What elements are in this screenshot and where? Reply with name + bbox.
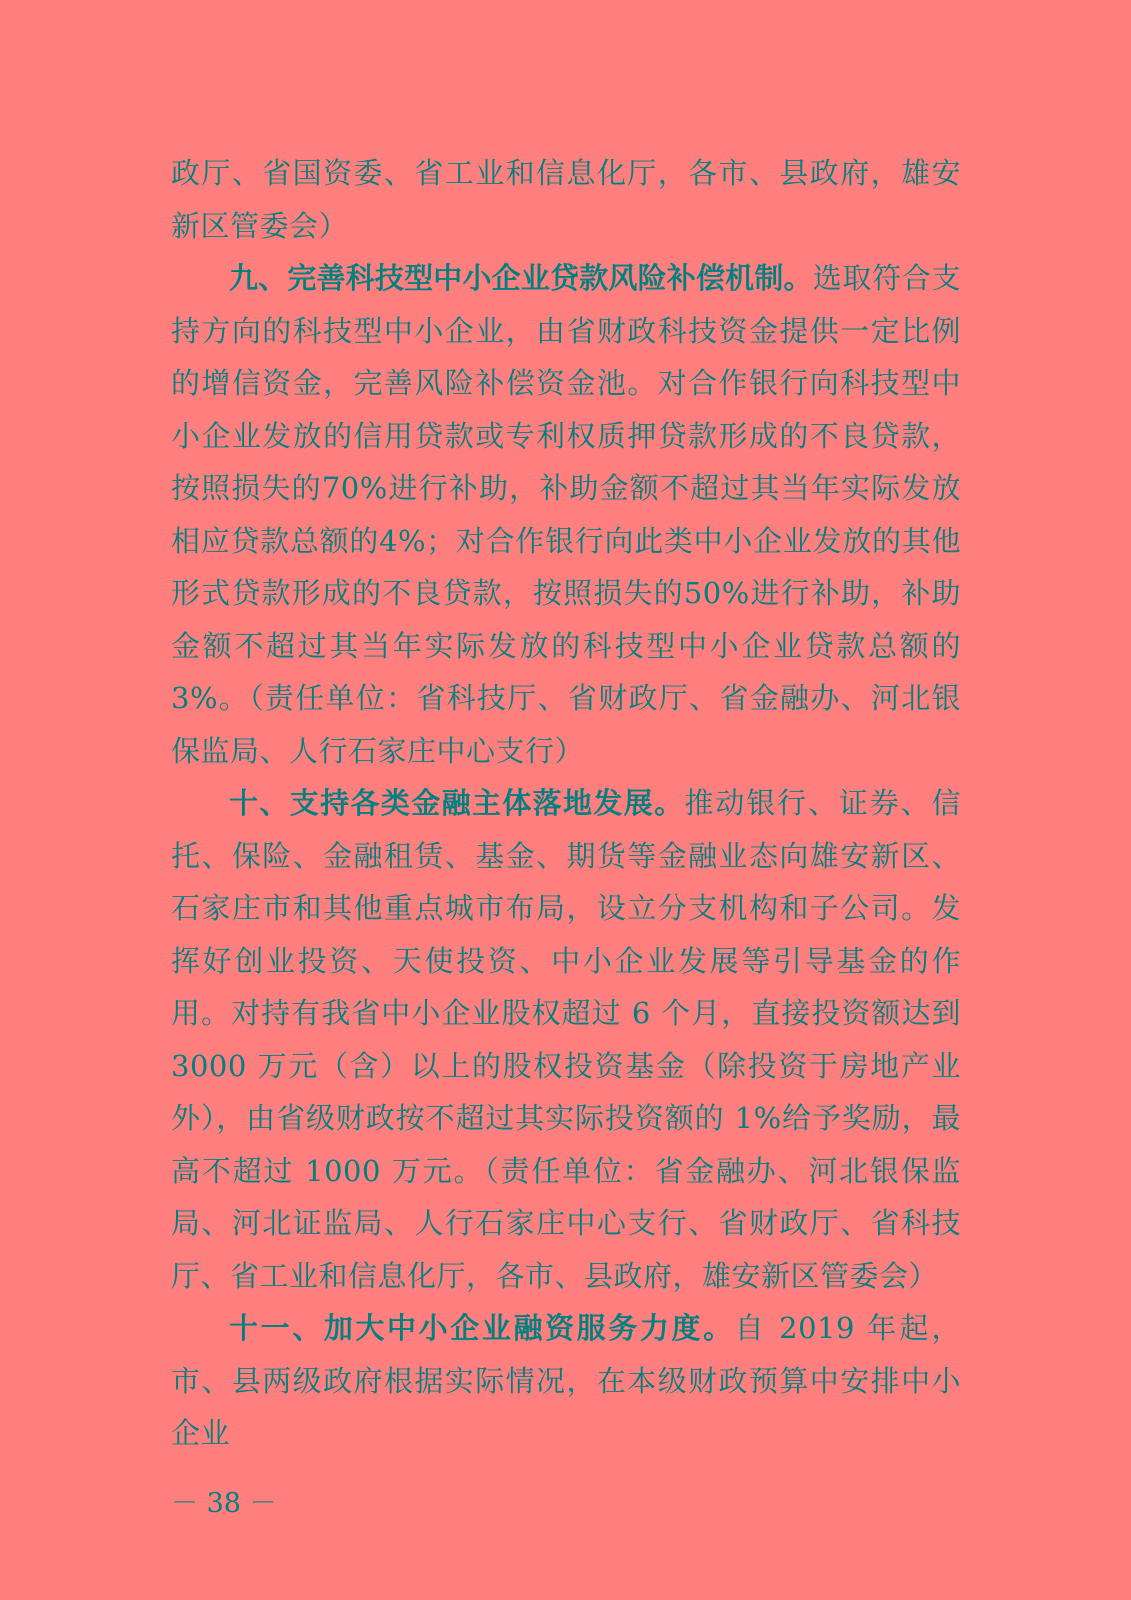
paragraph-text: 选取符合支持方向的科技型中小企业，由省财政科技资金提供一定比例的增信资金，完善风险补偿资金池。对合作银行向科技型中小企业发放的信用贷款或专利权质押贷款形成的不良贷款，按照损失的70%进行补助，补助金额不超过其当年实际发放相应贷款总额的4%；对合作银行向此类中小企业发放的其他形式贷款形成的不良贷款，按照损失的50%进行补助，补助金额不超过其当年实际发放的科技型中小企业贷款总额的3%。（责任单位：省科技厅、省财政厅、省金融办、河北银保监局、人行石家庄中心支行） <box>171 261 961 768</box>
paragraph-text: 自 2019 年起，市、县两级政府根据实际情况，在本级财政预算中安排中小企业 <box>171 1311 961 1450</box>
paragraph-continuation <box>171 147 961 252</box>
page-number: － 38 － <box>171 1488 277 1519</box>
paragraph-item-9 <box>171 252 961 777</box>
paragraph-heading: 十、支持各类金融主体落地发展。 <box>229 786 685 820</box>
paragraph-item-11 <box>171 1302 961 1460</box>
paragraph-heading: 十一、加大中小企业融资服务力度。 <box>229 1311 735 1345</box>
paragraph-item-10 <box>171 777 961 1302</box>
document-body <box>171 147 961 1460</box>
paragraph-heading: 九、完善科技型中小企业贷款风险补偿机制。 <box>229 261 813 295</box>
paragraph-text: 政厅、省国资委、省工业和信息化厅，各市、县政府，雄安新区管委会） <box>171 156 961 243</box>
paragraph-text: 推动银行、证券、信托、保险、金融租赁、基金、期货等金融业态向雄安新区、石家庄市和其他重点城市布局，设立分支机构和子公司。发挥好创业投资、天使投资、中小企业发展等引导基金的作用。对持有我省中小企业股权超过 6 个月，直接投资额达到 3000 万元（含）以上的股权投资基金（除投资于房地产业外），由省级财政按不超过其实际投资额的 1%给予奖励，最高不超过 1000 万元。（责任单位：省金融办、河北银保监局、河北证监局、人行石家庄中心支行、省财政厅、省科技厅、省工业和信息化厅，各市、县政府，雄安新区管委会） <box>171 786 961 1293</box>
